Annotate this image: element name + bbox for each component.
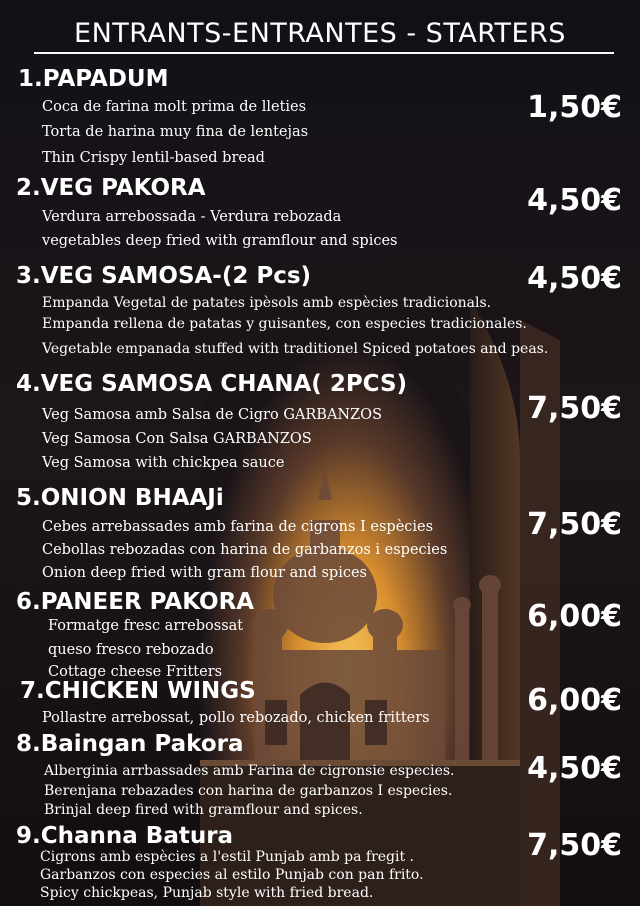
menu-item-description: Torta de harina muy fina de lentejas [42,124,309,140]
menu-item-description: Alberginia arrbassades amb Farina de cigronsie especies. [44,763,455,779]
menu-item-description: Empanda Vegetal de patates ipèsols amb espècies tradicionals. [42,295,492,311]
menu-item-name: 7.CHICKEN WINGS [20,678,256,704]
menu-item-name: 5.ONION BHAAJi [16,485,224,511]
menu-item-price: 4,50€ [527,261,622,296]
menu-item-description: Garbanzos con especies al estilo Punjab con pan frito. [40,867,424,883]
menu-item-description: Cebes arrebassades amb farina de cigrons I espècies [42,519,434,535]
menu-item-name: 3.VEG SAMOSA-(2 Pcs) [16,263,312,289]
menu-item-price: 7,50€ [527,828,622,863]
menu-item-name: 1.PAPADUM [18,66,169,92]
menu-item-description: Veg Samosa Con Salsa GARBANZOS [42,431,312,447]
menu-item-name: 8.Baingan Pakora [16,731,244,757]
menu-item-price: 4,50€ [527,751,622,786]
menu-item-description: queso fresco rebozado [48,642,214,658]
menu-item-description: Cebollas rebozadas con harina de garbanzos i especies [42,542,448,558]
menu-item-description: Brinjal deep fired with gramflour and spices. [44,802,363,818]
menu-item-description: Formatge fresc arrebossat [48,618,244,634]
menu-item-description: Cigrons amb espècies a l'estil Punjab amb pa fregit . [40,849,415,865]
menu-item-name: 4.VEG SAMOSA CHANA( 2PCS) [16,371,408,397]
menu-item-description: Veg Samosa with chickpea sauce [42,455,285,471]
menu-item-description: Vegetable empanada stuffed with traditionel Spiced potatoes and peas. [42,341,549,357]
menu-item-description: Empanda rellena de patatas y guisantes, con especies tradicionales. [42,316,527,332]
menu-item-price: 7,50€ [527,507,622,542]
menu-item-description: Berenjana rebazades con harina de garbanzos I especies. [44,783,453,799]
menu-item-price: 7,50€ [527,391,622,426]
menu-item-description: vegetables deep fried with gramflour and spices [42,233,398,249]
menu-item-name: 9.Channa Batura [16,823,234,849]
menu-item-description: Coca de farina molt prima de lleties [42,99,307,115]
title-underline [34,52,614,54]
menu-item-name: 6.PANEER PAKORA [16,589,255,615]
menu-item-price: 4,50€ [527,183,622,218]
menu-item-description: Thin Crispy lentil-based bread [42,150,265,166]
menu-item-description: Veg Samosa amb Salsa de Cigro GARBANZOS [42,407,382,423]
page-title: ENTRANTS-ENTRANTES - STARTERS [74,18,566,49]
menu-item-description: Pollastre arrebossat, pollo rebozado, chicken fritters [42,710,430,726]
menu-item-description: Spicy chickpeas, Punjab style with fried bread. [40,885,374,901]
menu-item-description: Onion deep fried with gram flour and spices [42,565,367,581]
menu-item-description: Verdura arrebossada - Verdura rebozada [42,209,342,225]
menu-item-name: 2.VEG PAKORA [16,175,206,201]
menu-item-price: 1,50€ [527,90,622,125]
menu-item-price: 6,00€ [527,683,622,718]
menu-item-description: Cottage cheese Fritters [48,664,223,680]
menu-item-price: 6,00€ [527,599,622,634]
